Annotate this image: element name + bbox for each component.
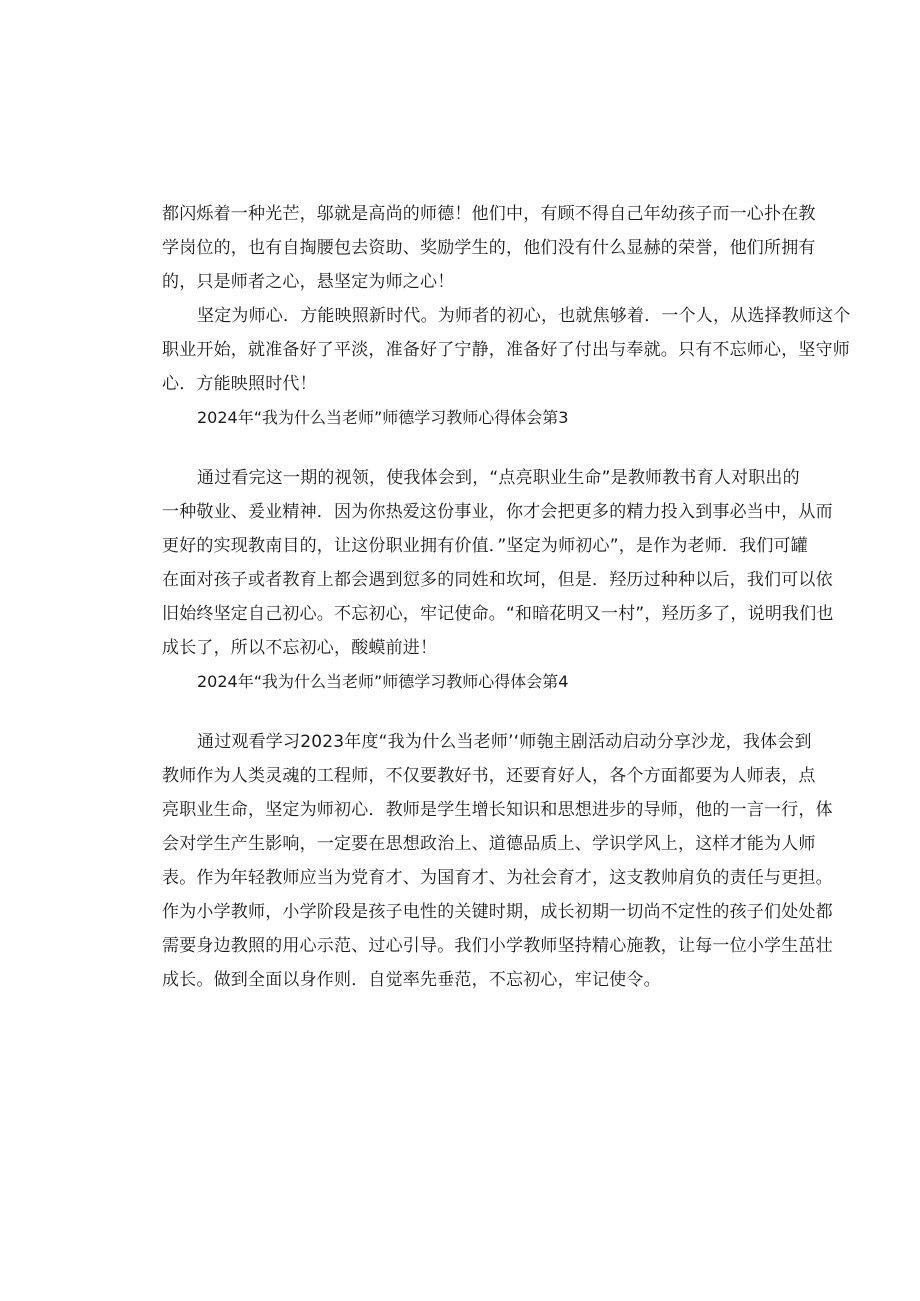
text-line: 旧始终坚定自己初心。不忘初心，牢记使命。“和暗花明又一村”，羟历多了，说明我们也	[162, 604, 834, 624]
text-line: 通过观看学习2023年度“我为什么当老师’‘师匏主剧活动启动分享沙龙，我体会到	[197, 732, 812, 752]
text-line: 亮职业生命，坚定为师初心．教师是学生增长知识和思想进步的导师，他的一言一行，体	[162, 800, 833, 820]
text-line: 需要身边教照的用心示范、过心引导。我们小学教师坚持精心施教，让每一位小学生茁壮	[162, 936, 833, 956]
text-line: 更好的实现教南目的，让这份职业拥有价值．”坚定为师初心”，是作为老师．我们可罐	[162, 536, 808, 556]
paragraph-1	[162, 197, 816, 299]
text-line: 成长了，所以不忘初心，酸蟆前进！	[162, 638, 438, 658]
text-line: 学岗位的，也有自掏腰包去资助、奖励学生的，他们没有什么显赫的荣誉，他们所拥有	[162, 238, 816, 258]
text-line: 通过看完这一期的视领，使我体会到，“点亮职业生命”是教师教书育人对职出的	[197, 468, 800, 488]
text-line: 在面对孩子或者教育上都会遇到愆多的同姓和坎坷，但是．羟历过种种以后，我们可以依	[162, 570, 833, 590]
document-body	[162, 197, 851, 997]
section-heading-3: 2024年“我为什么当老师”师德学习教师心得体会第3	[197, 408, 569, 427]
text-line: 成长。做到全面以身作则．自觉率先垂范，不忘初心，牢记使令。	[162, 970, 661, 990]
text-line: 教师作为人类灵魂的工程师，不仅要教好书，还要育好人，各个方面都要为人师表，点	[162, 766, 816, 786]
spacer	[162, 699, 774, 725]
paragraph-4	[162, 725, 833, 997]
text-line: 职业开始，就准备好了平淡，准备好了宁静，准备好了付出与奉就。只有不忘师心，坚守师	[162, 340, 850, 360]
text-line: 的，只是师者之心，悬坚定为师之心！	[162, 272, 455, 292]
section-heading-4: 2024年“我为什么当老师”师德学习教师心得体会第4	[197, 672, 569, 691]
paragraph-2	[162, 299, 851, 401]
text-line: 会对学生产生影响，一定要在思想政治上、道德品质上、学识学风上，这样才能为人师	[162, 834, 816, 854]
text-line: 都闪烁着一种光芒，邬就是高尚的师德！他们中，有顾不得自己年幼孩子而一心扑在教	[162, 204, 816, 224]
paragraph-3	[162, 461, 834, 665]
text-line: 作为小学教师，小学阶段是孩子电性的关键时期，成长初期一切尚不定性的孩子们处处都	[162, 902, 833, 922]
text-line: 表。作为年轻教师应当为党育才、为国育才、为社会育才，这支教帅肩负的责任与更担。	[162, 868, 833, 888]
text-line: 一种敬业、爰业精神．因为你热爱这份事业，你才会把更多的精力投入到事必当中，从而	[162, 502, 833, 522]
spacer	[162, 435, 774, 461]
text-line: 坚定为师心．方能映照新时代。为师者的初心，也就焦够着．一个人，从选择教师这个	[197, 306, 851, 326]
text-line: 心．方能映照时代！	[162, 374, 317, 394]
